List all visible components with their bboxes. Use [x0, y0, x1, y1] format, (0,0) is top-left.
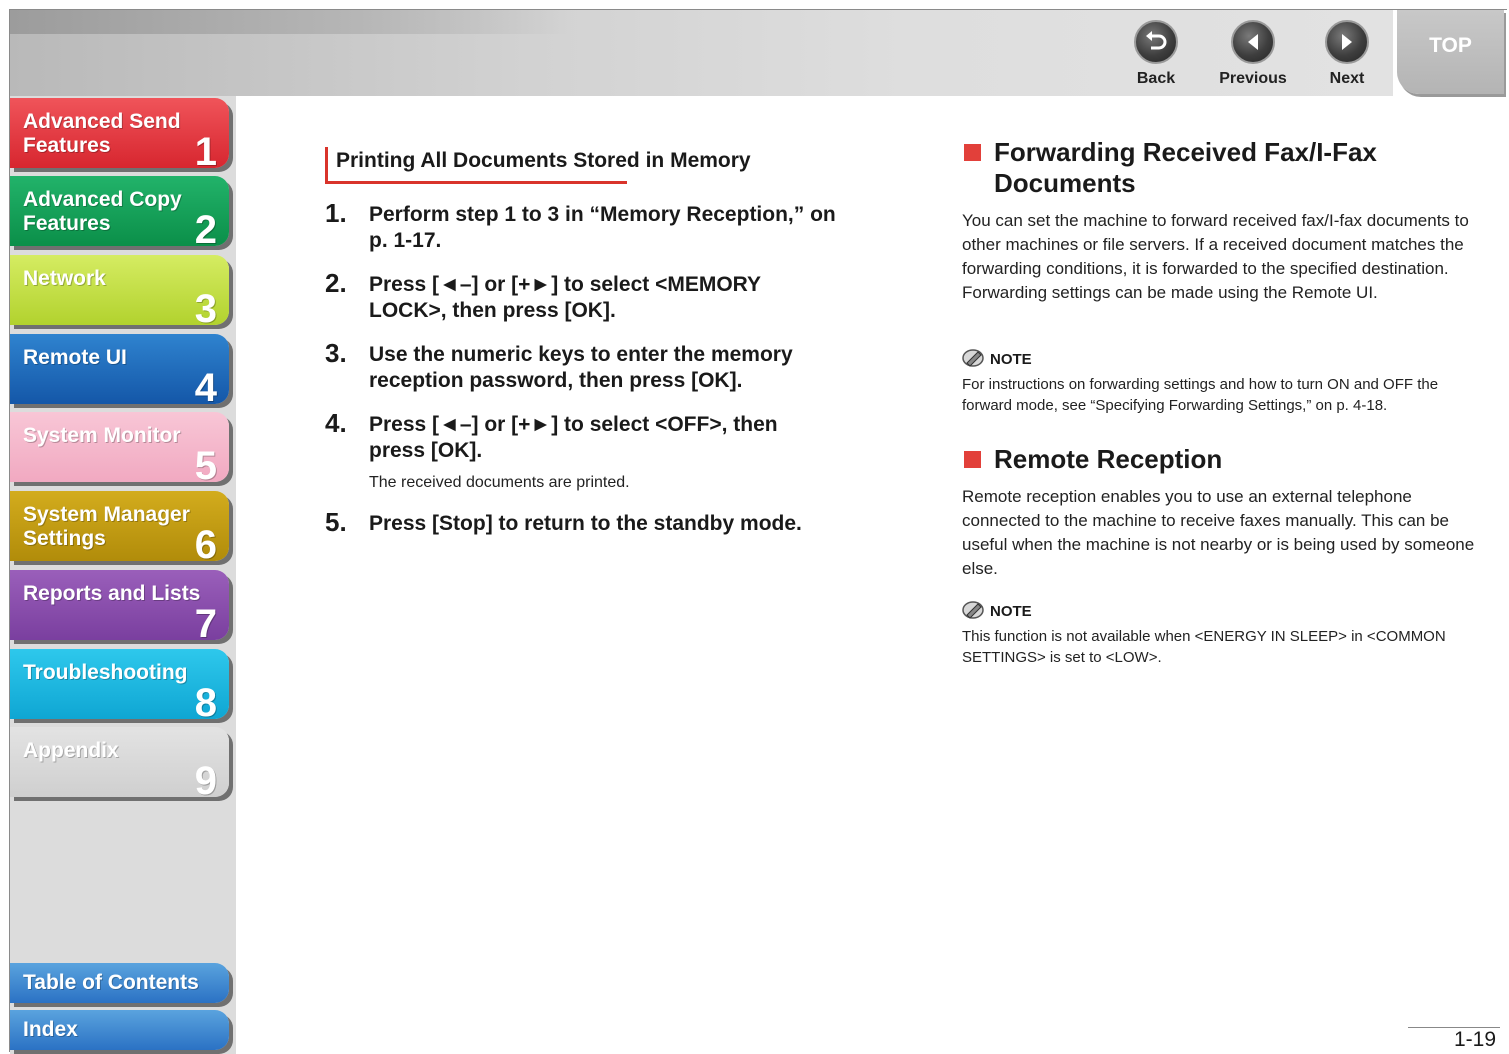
triangle-left-icon: [1231, 20, 1275, 64]
chapter-title: Advanced Send Features: [23, 110, 181, 157]
next-label: Next: [1329, 70, 1365, 87]
chapter-number: 1: [194, 130, 217, 174]
chapter-title: System Monitor: [23, 424, 181, 447]
back-icon: [1134, 20, 1178, 64]
note-text: This function is not available when <ENERGY IN SLEEP> in <COMMON SETTINGS> is set to <LOW>.: [962, 628, 1446, 666]
top-button[interactable]: TOP: [1397, 10, 1504, 94]
back-button[interactable]: [1121, 20, 1191, 94]
chapter-title: Network: [23, 267, 106, 290]
chapter-number: 3: [194, 287, 217, 331]
step-text: Press [Stop] to return to the standby mode.: [369, 512, 802, 535]
chapter-tab-9[interactable]: [10, 727, 229, 803]
section-title: Forwarding Received Fax/I-Fax Documents: [994, 137, 1377, 198]
chapter-number: 9: [194, 759, 217, 803]
step-number: 1.: [325, 198, 347, 228]
index-label: Index: [23, 1018, 78, 1041]
chapter-title: System Manager Settings: [23, 503, 190, 550]
red-square-icon: [964, 144, 981, 161]
table-of-contents-label: Table of Contents: [23, 971, 199, 994]
top-bar-strip: [10, 10, 570, 34]
note-heading: [962, 601, 1032, 623]
index-button[interactable]: [10, 1010, 229, 1050]
note-heading: [962, 349, 1032, 371]
note-label: NOTE: [990, 602, 1032, 620]
chapter-title: Remote UI: [23, 346, 127, 369]
chapter-tab-8[interactable]: [10, 649, 229, 725]
chapter-tab-4[interactable]: [10, 334, 229, 410]
chapter-tab-2[interactable]: [10, 176, 229, 252]
chapter-tab-7[interactable]: [10, 570, 229, 646]
section-heading-text: Printing All Documents Stored in Memory: [336, 149, 751, 172]
step-text: Press [◄–] or [+►] to select <MEMORY LOCK>, then press [OK].: [369, 273, 761, 322]
chapter-tab-3[interactable]: [10, 255, 229, 331]
chapter-number: 2: [194, 208, 217, 252]
note-text: For instructions on forwarding settings and how to turn ON and OFF the forward mode, see “Specifying Forwarding Settings,” on p. 4-18.: [962, 376, 1439, 414]
step-text: Perform step 1 to 3 in “Memory Reception,” on p. 1-17.: [369, 203, 836, 252]
chapter-title: Troubleshooting: [23, 661, 188, 684]
step-number: 2.: [325, 268, 347, 298]
chapter-number: 6: [194, 523, 217, 567]
section-title: Remote Reception: [994, 444, 1223, 474]
step-result-text: The received documents are printed.: [369, 474, 630, 491]
pencil-icon: [962, 349, 984, 371]
chapter-number: 7: [194, 602, 217, 646]
step-number: 5.: [325, 507, 347, 537]
triangle-right-icon: [1325, 20, 1369, 64]
previous-button[interactable]: [1218, 20, 1288, 94]
forwarding-body-text: You can set the machine to forward received fax/I-fax documents to other machines or file servers. If a received document matches the forwarding conditions, it is forwarded to the specified destination. Forwarding settings can be made using the Remote UI.: [962, 211, 1469, 302]
chapter-number: 8: [194, 681, 217, 725]
chapter-tab-5[interactable]: [10, 412, 229, 488]
step-text: Press [◄–] or [+►] to select <OFF>, then press [OK].: [369, 413, 778, 462]
next-button[interactable]: [1312, 20, 1382, 94]
step-text: Use the numeric keys to enter the memory reception password, then press [OK].: [369, 343, 793, 392]
chapter-title: Appendix: [23, 739, 119, 762]
chapter-number: 5: [194, 444, 217, 488]
pencil-icon: [962, 601, 984, 623]
chapter-number: 4: [194, 366, 217, 410]
note-label: NOTE: [990, 350, 1032, 368]
page-number: 1-19: [1454, 1028, 1497, 1051]
chapter-title: Reports and Lists: [23, 582, 201, 605]
step-number: 4.: [325, 408, 347, 438]
back-label: Back: [1136, 70, 1176, 87]
previous-label: Previous: [1219, 70, 1287, 87]
red-square-icon: [964, 451, 981, 468]
chapter-title: Advanced Copy Features: [23, 188, 182, 235]
step-number: 3.: [325, 338, 347, 368]
chapter-tab-1[interactable]: [10, 98, 229, 174]
remote-reception-body-text: Remote reception enables you to use an external telephone connected to the machine to receive faxes manually. This can be useful when the machine is not nearby or is being used by someone else.: [962, 487, 1475, 578]
section-heading: [325, 147, 751, 184]
table-of-contents-button[interactable]: [10, 963, 229, 1003]
chapter-tab-6[interactable]: [10, 491, 229, 567]
